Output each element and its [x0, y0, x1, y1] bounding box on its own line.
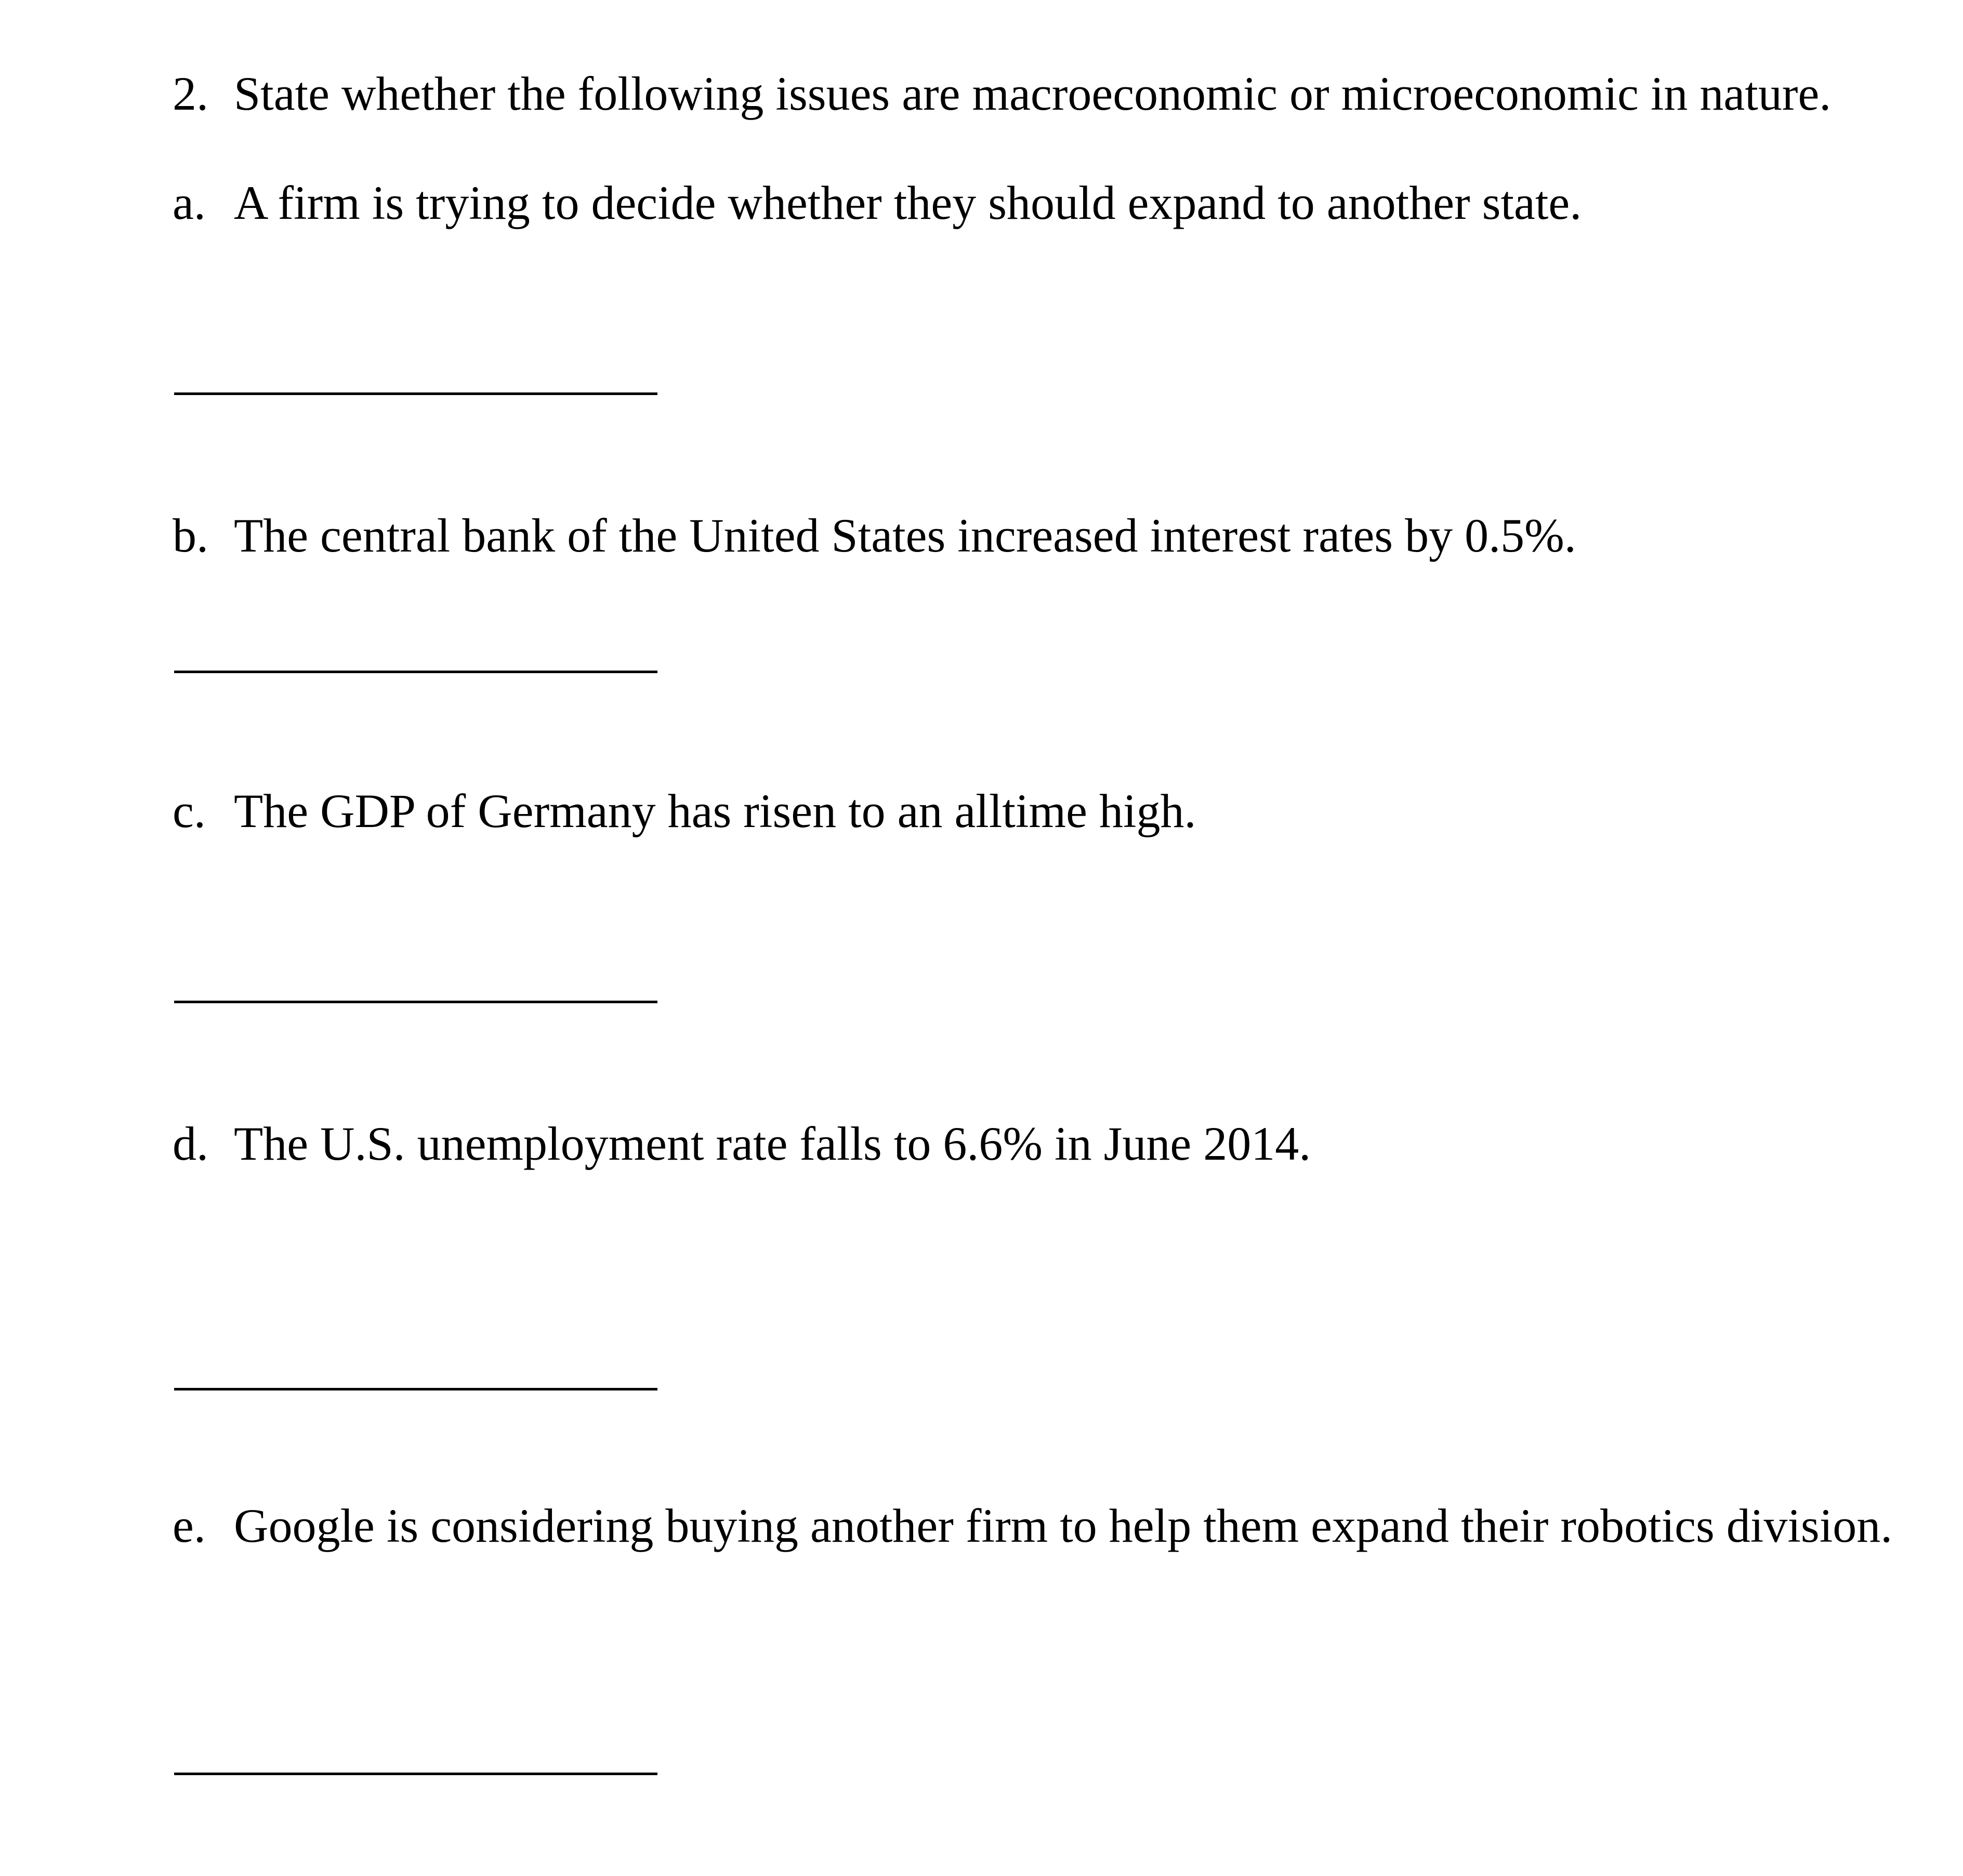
item-c-answer-line[interactable]	[174, 1001, 657, 1003]
item-c-text: The GDP of Germany has risen to an alltime high.	[234, 784, 1196, 837]
item-a-answer-line[interactable]	[174, 392, 657, 395]
question-number: 2.	[173, 67, 208, 120]
item-e-text: Google is considering buying another firm to help them expand their robotics division.	[234, 1499, 1893, 1552]
item-d-answer-line[interactable]	[174, 1388, 657, 1390]
item-c	[173, 782, 1196, 839]
item-a-marker: a.	[173, 176, 206, 229]
item-a	[173, 174, 1582, 231]
item-b-text: The central bank of the United States increased interest rates by 0.5%.	[234, 509, 1576, 562]
question-prompt-text: State whether the following issues are macroeconomic or microeconomic in nature.	[234, 67, 1832, 120]
item-e	[173, 1497, 1892, 1554]
item-d	[173, 1115, 1311, 1172]
item-b	[173, 507, 1576, 564]
item-b-marker: b.	[173, 509, 208, 562]
item-c-marker: c.	[173, 784, 206, 837]
question-prompt	[173, 65, 1831, 122]
item-e-answer-line[interactable]	[174, 1773, 657, 1775]
item-b-answer-line[interactable]	[174, 671, 657, 673]
item-d-marker: d.	[173, 1117, 208, 1170]
item-a-text: A firm is trying to decide whether they should expand to another state.	[234, 176, 1582, 229]
item-d-text: The U.S. unemployment rate falls to 6.6% in June 2014.	[234, 1117, 1311, 1170]
item-e-marker: e.	[173, 1499, 206, 1552]
